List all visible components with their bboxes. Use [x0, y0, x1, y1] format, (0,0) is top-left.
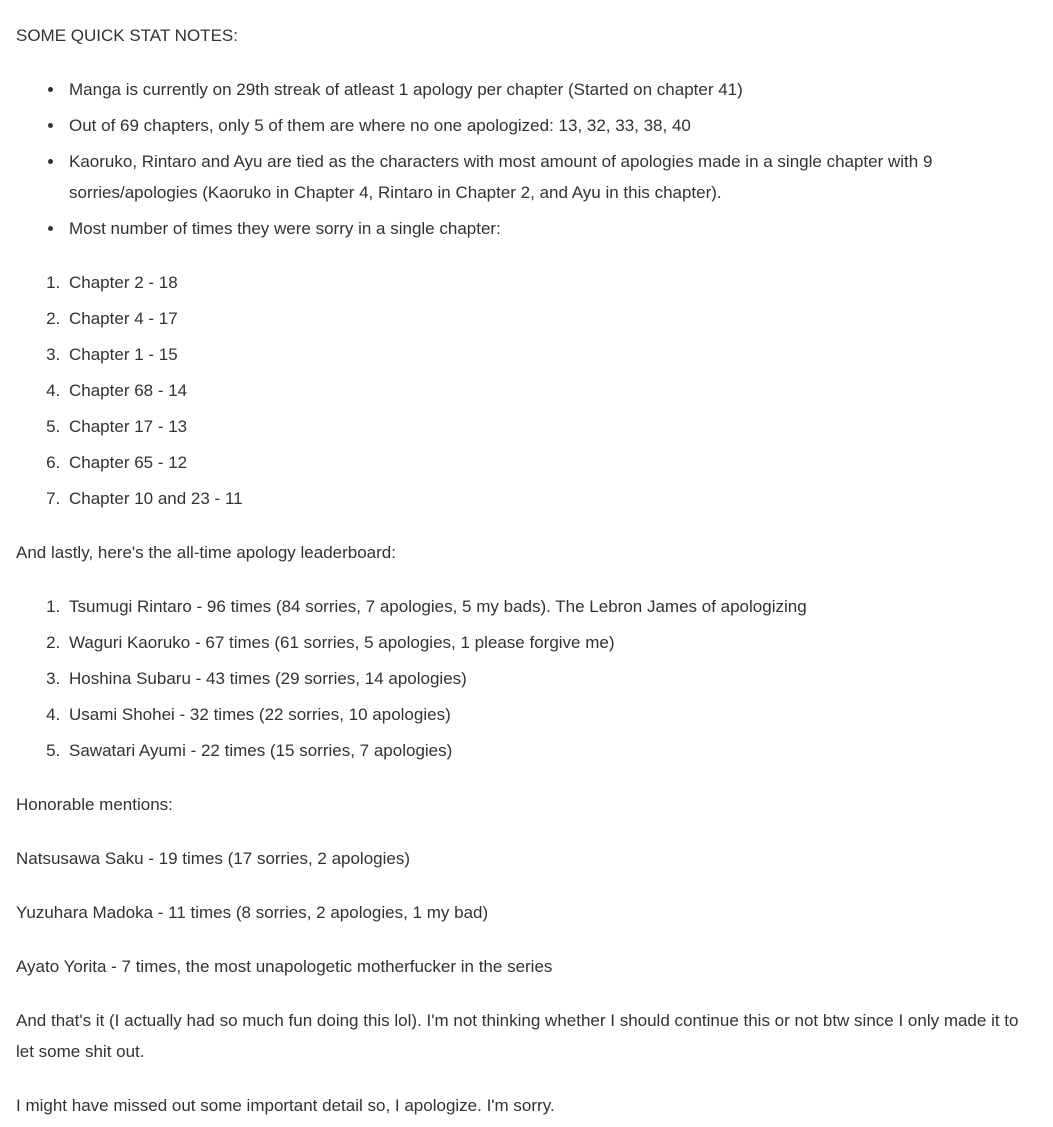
leaderboard-item: 4. Usami Shohei - 32 times (22 sorries, 10 apologies): [65, 699, 1037, 730]
leaderboard-item: 1. Tsumugi Rintaro - 96 times (84 sorries, 7 apologies, 5 my bads). The Lebron James of apologizing: [65, 591, 1037, 622]
honorable-mention: Ayato Yorita - 7 times, the most unapologetic motherfucker in the series: [16, 957, 553, 976]
chapter-ranking-item: 5. Chapter 17 - 13: [65, 411, 1037, 442]
leaderboard-item: 2. Waguri Kaoruko - 67 times (61 sorries, 5 apologies, 1 please forgive me): [65, 627, 1037, 658]
bullet-item: • Most number of times they were sorry in a single chapter:: [65, 213, 1037, 244]
chapter-ranking-item: 4. Chapter 68 - 14: [65, 375, 1037, 406]
chapter-ranking-item: 1. Chapter 2 - 18: [65, 267, 1037, 298]
chapter-ranking-list: [16, 267, 1037, 514]
post-title: SOME QUICK STAT NOTES:: [16, 26, 238, 45]
chapter-ranking-item: 6. Chapter 65 - 12: [65, 447, 1037, 478]
closing-paragraph: I might have missed out some important detail so, I apologize. I'm sorry.: [16, 1096, 555, 1115]
leaderboard-item: 5. Sawatari Ayumi - 22 times (15 sorries, 7 apologies): [65, 735, 1037, 766]
stat-bullet-list: [16, 74, 1037, 244]
leaderboard-list: [16, 591, 1037, 766]
chapter-ranking-item: 3. Chapter 1 - 15: [65, 339, 1037, 370]
bullet-item: • Kaoruko, Rintaro and Ayu are tied as the characters with most amount of apologies made in a single chapter with 9 sorries/apologies (Kaoruko in Chapter 4, Rintaro in Chapter 2, and Ayu in this chapter).: [65, 146, 1037, 208]
honorable-heading: Honorable mentions:: [16, 795, 173, 814]
honorable-mention: Natsusawa Saku - 19 times (17 sorries, 2 apologies): [16, 849, 411, 868]
chapter-ranking-item: 2. Chapter 4 - 17: [65, 303, 1037, 334]
chapter-ranking-item: 7. Chapter 10 and 23 - 11: [65, 483, 1037, 514]
bullet-item: • Out of 69 chapters, only 5 of them are where no one apologized: 13, 32, 33, 38, 40: [65, 110, 1037, 141]
bullet-item: • Manga is currently on 29th streak of atleast 1 apology per chapter (Started on chapter 41): [65, 74, 1037, 105]
post-body: [16, 20, 1037, 1121]
closing-paragraph: And that's it (I actually had so much fun doing this lol). I'm not thinking whether I should continue this or not btw since I only made it to let some shit out.: [16, 1011, 1019, 1061]
leaderboard-item: 3. Hoshina Subaru - 43 times (29 sorries, 14 apologies): [65, 663, 1037, 694]
honorable-mention: Yuzuhara Madoka - 11 times (8 sorries, 2 apologies, 1 my bad): [16, 903, 489, 922]
leaderboard-intro: And lastly, here's the all-time apology leaderboard:: [16, 543, 396, 562]
